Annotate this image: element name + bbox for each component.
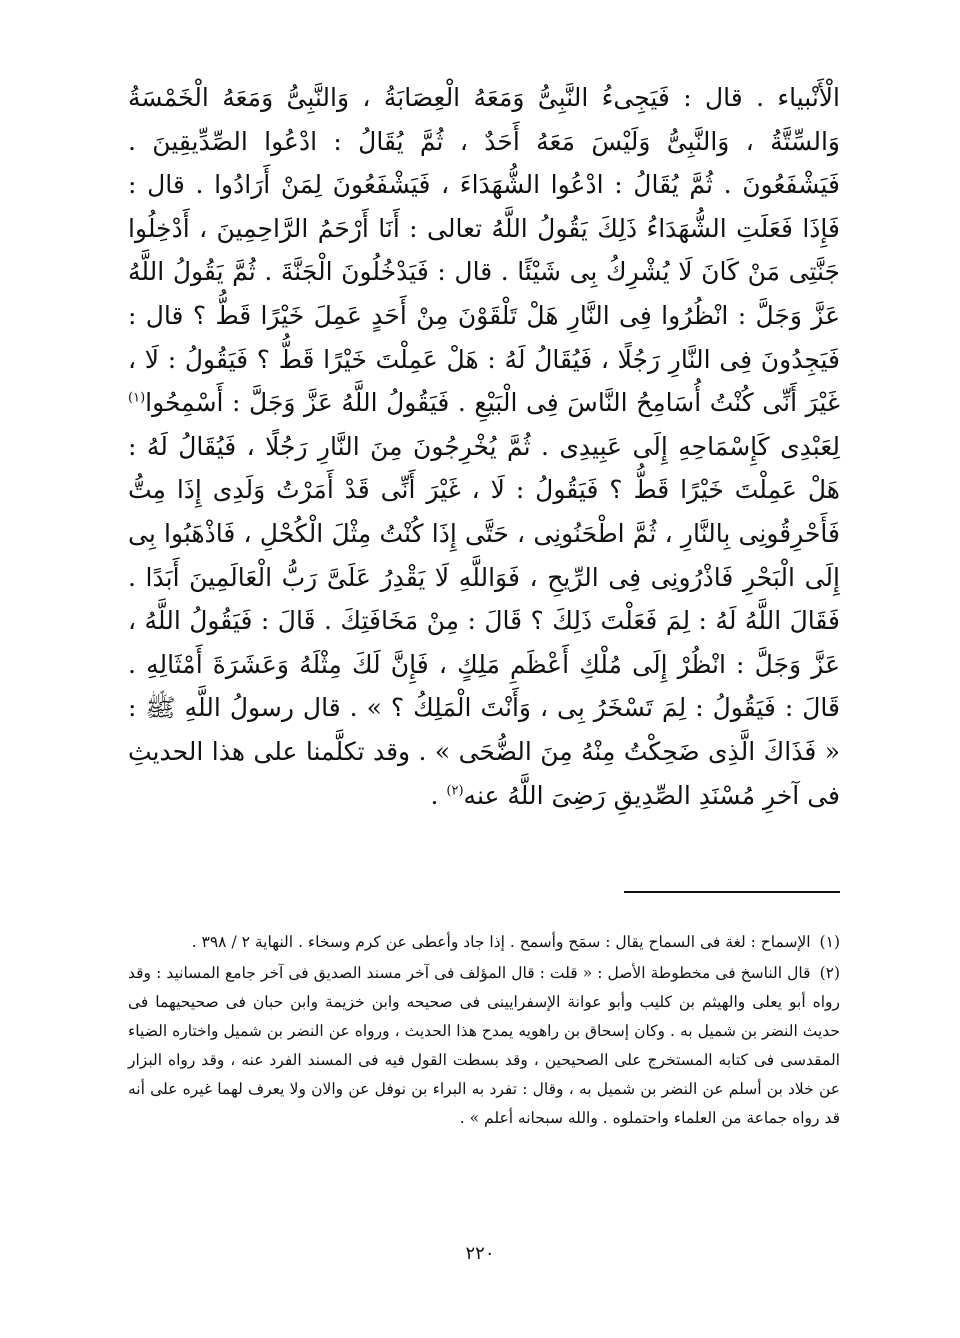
footnote-1-text: الإسماح : لغة فى السماح يقال : سمَح وأسمح . إذا جاد وأعطى عن كرم وسخاء . النهاية ٢ / ٣٩٨ . [191,933,811,951]
page-number: ٢٢٠ [465,1243,495,1264]
body-text-part-1: الْأَنْبياء . قال : فَيَجِىءُ النَّبِىُّ وَمَعَهُ الْعِصَابَةُ ، وَالنَّبِىُّ وَمَعَهُ الْخَمْسَةُ وَالسِّتَّةُ ، وَالنَّبِىُّ وَلَيْسَ مَعَهُ أَحَدٌ ، ثُمَّ يُقَالُ : ادْعُوا الصِّدِّيقِينَ . فَيَشْفَعُونَ . ثُمَّ يُقَالُ : ادْعُوا الشُّهَدَاءَ ، فَيَشْفَعُونَ لِمَنْ أَرَادُوا . قال : فَإِذَا فَعَلَتِ الشُّهَدَاءُ ذَلِكَ يَقُولُ اللَّهُ تعالى : أَنَا أَرْحَمُ الرَّاحِمِينَ ، أَدْخِلُوا جَنَّتِى مَنْ كَانَ لَا يُشْرِكُ بِى شَيْئًا . قال : فَيَدْخُلُونَ الْجَنَّةَ . ثُمَّ يَقُولُ اللَّهُ عَزَّ وَجَلَّ : انْظُرُوا فِى النَّارِ هَلْ تَلْقَوْنَ مِنْ أَحَدٍ عَمِلَ خَيْرًا قَطُّ ؟ قال : فَيَجِدُونَ فِى النَّارِ رَجُلًا ، فَيُقَالُ لَهُ : هَلْ عَمِلْتَ خَيْرًا قَطُّ ؟ فَيَقُولُ : لَا ، غَيْرَ أَنِّى كُنْتُ أُسَامِحُ النَّاسَ فِى الْبَيْعِ . فَيَقُولُ اللَّهُ عَزَّ وَجَلَّ : أَسْمِحُوا [128,83,840,418]
footnote-2 [128,959,840,1133]
body-text-end: . [430,780,447,810]
footnote-2-number: (٢) [819,964,841,982]
footnote-1-number: (١) [819,933,840,951]
footnote-separator [624,891,840,893]
body-text-part-2: لِعَبْدِى كَإِسْمَاحِهِ إِلَى عَبِيدِى . ثُمَّ يُخْرِجُونَ مِنَ النَّارِ رَجُلًا ، فَيُقَالُ لَهُ : هَلْ عَمِلْتَ خَيْرًا قَطُّ ؟ فَيَقُولُ : لَا ، غَيْرَ أَنِّى قَدْ أَمَرْتُ وَلَدِى إِذَا مِتُّ فَأَحْرِقُونِى بِالنَّارِ ، ثُمَّ اطْحَنُونِى ، حَتَّى إِذَا كُنْتُ مِثْلَ الْكُحْلِ ، فَاذْهَبُوا بِى إِلَى الْبَحْرِ فَاذْرُونِى فِى الرِّيحِ ، فَوَاللَّهِ لَا يَقْدِرُ عَلَىَّ رَبُّ الْعَالَمِينَ أَبَدًا . فَقَالَ اللَّهُ لَهُ : لِمَ فَعَلْتَ ذَلِكَ ؟ قَالَ : مِنْ مَخَافَتِكَ . قَالَ : فَيَقُولُ اللَّهُ ، عَزَّ وَجَلَّ : انْظُرْ إِلَى مُلْكِ أَعْظَمِ مَلِكٍ ، فَإِنَّ لَكَ مِثْلَهُ وَعَشَرَةَ أَمْثَالِهِ . قَالَ : فَيَقُولُ : لِمَ تَسْخَرُ بِى ، وَأَنْتَ الْمَلِكُ ؟ » . قال رسولُ اللَّهِ ﷺ : « فَذَاكَ الَّذِى ضَحِكْتُ مِنْهُ مِنَ الضُّحَى » . وقد تكلَّمنا على هذا الحديثِ فى آخرِ مُسْنَدِ الصِّدِيقِ رَضِىَ اللَّهُ عنه [128,431,840,810]
main-text-block [128,76,840,817]
footnote-1 [128,928,840,957]
footnote-ref-2[interactable]: (٢) [446,783,464,799]
footnotes-section [128,928,840,1135]
footnote-ref-1[interactable]: (١) [128,390,146,406]
footnote-2-text: قال الناسخ فى مخطوطة الأصل : « قلت : قال المؤلف فى آخر مسند الصديق فى آخر جامع المسانيد : وقد رواه أبو يعلى والهيثم بن كليب وأبو عوانة الإسفرايينى فى صحيحه وابن خزيمة وابن حبان فى صحيحيهما فى حديث النضر بن شميل به . وكان إسحاق بن راهويه يمدح هذا الحديث ، ورواه عن النضر بن شميل واختاره الضياء المقدسى فى كتابه المستخرج على الصحيحين ، وقد بسطت القول فيه فى المسند الفرد عنه ، وقد رواه البزار عن خلاد بن أسلم عن النضر بن شميل به ، وقال : تفرد به البراء بن نوفل عن والان ولا يعرف لهما غيره على أنه قد رواه جماعة من العلماء واحتملوه . والله سبحانه أعلم » . [128,964,840,1127]
